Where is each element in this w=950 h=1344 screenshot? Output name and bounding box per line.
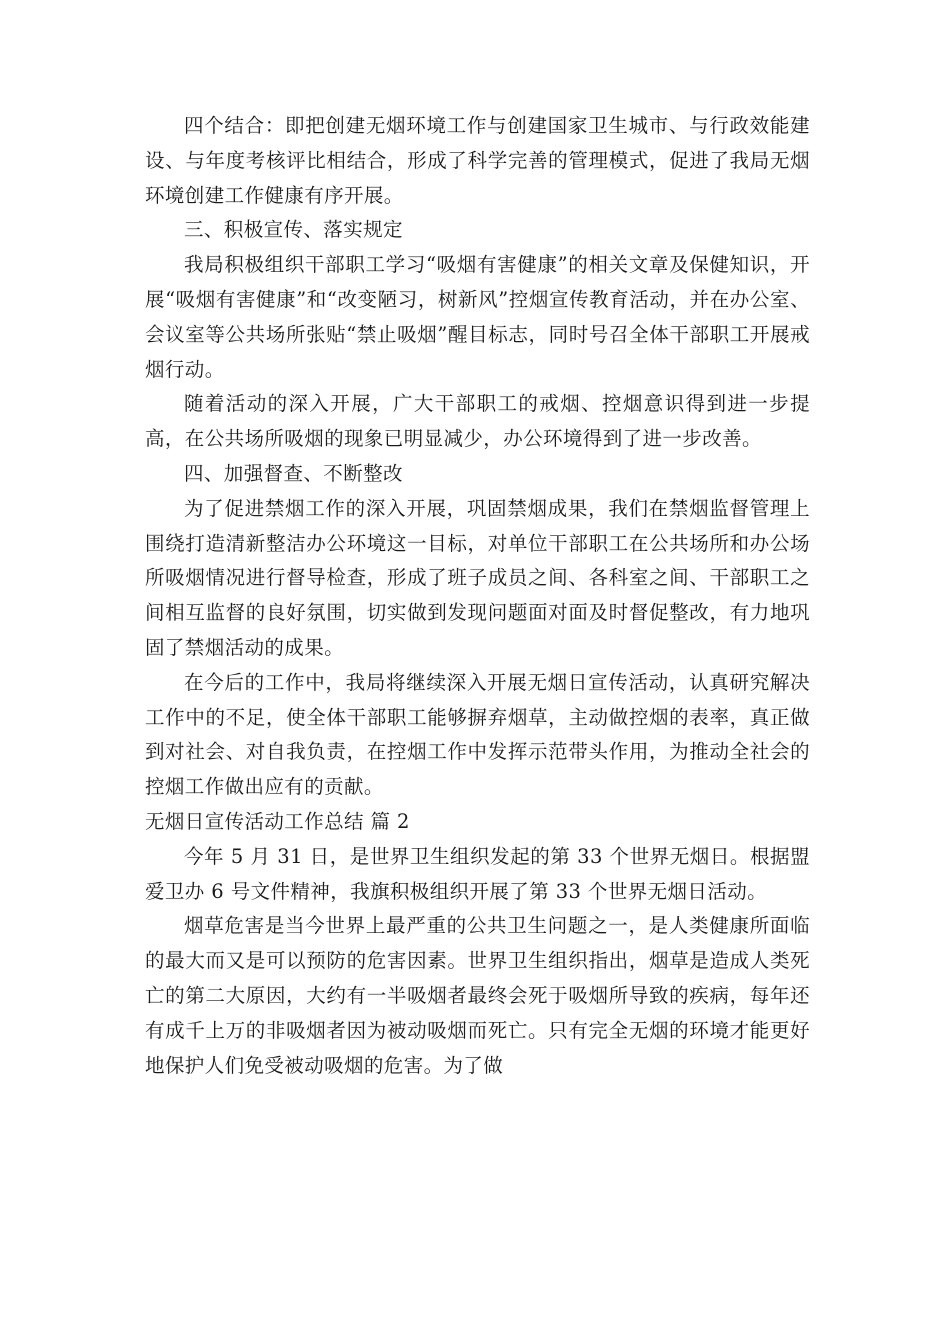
section-title-part-two: 无烟日宣传活动工作总结 篇 2 xyxy=(145,809,410,833)
paragraph-publicity: 我局积极组织干部职工学习“吸烟有害健康”的相关文章及保健知识，开展“吸烟有害健康”和“改变陋习，树新风”控烟宣传教育活动，并在办公室、会议室等公共场所张贴“禁止吸烟”醒目标志，同时号召全体干部职工开展戒烟行动。 xyxy=(145,253,810,381)
heading-section-three: 三、积极宣传、落实规定 xyxy=(184,218,403,242)
paragraph-four-combinations: 四个结合：即把创建无烟环境工作与创建国家卫生城市、与行政效能建设、与年度考核评比相结合，形成了科学完善的管理模式，促进了我局无烟环境创建工作健康有序开展。 xyxy=(145,114,810,207)
paragraph-future-work: 在今后的工作中，我局将继续深入开展无烟日宣传活动，认真研究解决工作中的不足，使全体干部职工能够摒弃烟草，主动做控烟的表率，真正做到对社会、对自我负责，在控烟工作中发挥示范带头作用，为推动全社会的控烟工作做出应有的贡献。 xyxy=(145,670,810,799)
paragraph-tobacco-harm: 烟草危害是当今世界上最严重的公共卫生问题之一，是人类健康所面临的最大而又是可以预防的危害因素。世界卫生组织指出，烟草是造成人类死亡的第二大原因，大约有一半吸烟者最终会死于吸烟所导致的疾病，每年还有成千上万的非吸烟者因为被动吸烟而死亡。只有完全无烟的环境才能更好地保护人们免受被动吸烟的危害。为了做 xyxy=(145,914,810,1077)
paragraph-supervision: 为了促进禁烟工作的深入开展，巩固禁烟成果，我们在禁烟监督管理上围绕打造清新整洁办公环境这一目标，对单位干部职工在公共场所和办公场所吸烟情况进行督导检查，形成了班子成员之间、各科室之间、干部职工之间相互监督的良好氛围，切实做到发现问题面对面及时督促整改，有力地巩固了禁烟活动的成果。 xyxy=(145,496,810,659)
document-page xyxy=(145,109,810,1083)
heading-section-four: 四、加强督查、不断整改 xyxy=(184,461,403,485)
paragraph-world-no-tobacco-day: 今年 5 月 31 日，是世界卫生组织发起的第 33 个世界无烟日。根据盟爱卫办 6 号文件精神，我旗积极组织开展了第 33 个世界无烟日活动。 xyxy=(145,844,810,903)
paragraph-awareness: 随着活动的深入开展，广大干部职工的戒烟、控烟意识得到进一步提高，在公共场所吸烟的现象已明显减少，办公环境得到了进一步改善。 xyxy=(145,392,810,451)
